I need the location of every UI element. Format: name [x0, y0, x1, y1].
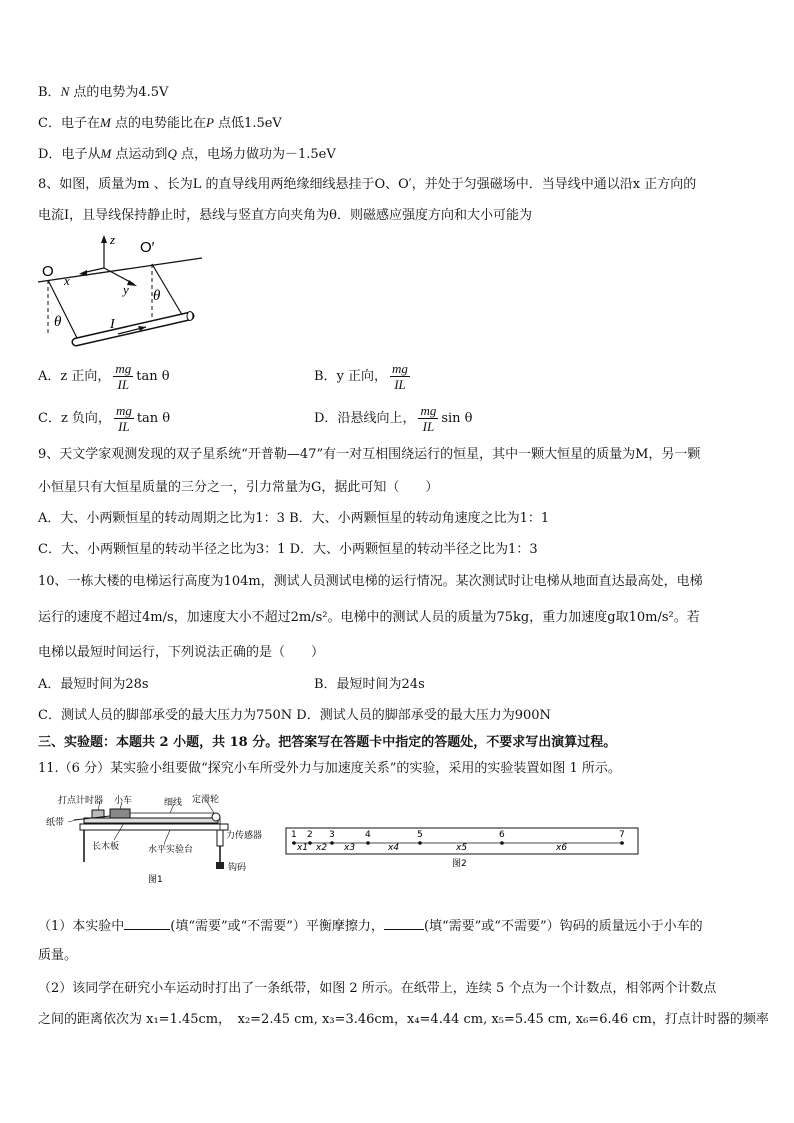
point-name: M: [99, 115, 111, 130]
option-direction: 沿悬线向上，: [337, 411, 416, 426]
fraction: [114, 403, 134, 434]
segment-label: x2: [316, 843, 328, 853]
q8-stem-line1: 8、如图，质量为m 、长为L 的直导线用两绝缘细线悬挂于O、O′，并处于匀强磁场中．当导线中通以沿x 正方向的: [38, 177, 697, 192]
count-point: [620, 841, 624, 845]
count-point: [500, 841, 504, 845]
segment-label: x3: [344, 843, 356, 853]
fraction-denominator: IL: [117, 377, 130, 392]
q9-options-cd: C．大、小两颗恒星的转动半径之比为3：1 D．大、小两颗恒星的转动半径之比为1：3: [38, 542, 538, 557]
label-theta-left: θ: [54, 314, 62, 330]
q11-part2-line1: （2）该同学在研究小车运动时打出了一条纸带，如图 2 所示。在纸带上，连续 5 个点为一个计数点，相邻两个计数点: [38, 981, 717, 996]
label-car: 小车: [114, 796, 133, 806]
label-sensor: 力传感器: [226, 831, 263, 841]
point-label: 4: [365, 830, 371, 840]
q11-stem: 11.（6 分）某实验小组要做“探究小车所受外力与加速度关系”的实验，采用的实验装置如图 1 所示。: [38, 761, 621, 776]
label-x: x: [64, 273, 70, 288]
segment-label: x1: [297, 843, 309, 853]
answer-blank-2[interactable]: [384, 917, 424, 930]
answer-blank-1[interactable]: [124, 917, 170, 930]
q10-stem-line3: 电梯以最短时间运行，下列说法正确的是（ ）: [38, 645, 325, 660]
option-text: 点低: [213, 116, 245, 131]
option-trig: tan θ: [136, 411, 171, 426]
point-label: 1: [291, 830, 297, 840]
q11-figure-1: [44, 794, 272, 890]
fraction: [390, 361, 410, 392]
count-point: [292, 841, 296, 845]
label-table: 水平实验台: [148, 845, 194, 855]
q11-part1-line2: 质量。: [38, 948, 78, 963]
q8-option-b: [314, 361, 413, 392]
option-trig: sin θ: [441, 411, 473, 426]
count-point: [366, 841, 370, 845]
section-3-heading: 三、实验题：本题共 2 小题，共 18 分。把答案写在答题卡中指定的答题处，不要求写出演算过程。: [38, 735, 617, 750]
segment-label: x6: [556, 843, 568, 853]
label-O-prime: O′: [140, 239, 155, 256]
count-point: [330, 841, 334, 845]
label-pulley: 定滑轮: [192, 795, 220, 805]
count-point: [418, 841, 422, 845]
count-point: [308, 841, 312, 845]
label-board: 长木板: [92, 842, 120, 852]
part1-text: （1）本实验中: [38, 919, 125, 934]
q10-option-b: B．最短时间为24s: [314, 677, 425, 692]
fraction: [418, 403, 438, 434]
option-text: 点，电场力做功为: [176, 147, 285, 162]
label-theta-right: θ: [153, 288, 161, 304]
option-trig: tan θ: [136, 369, 170, 384]
q9-stem-line1: 9、天文学家观测发现的双子星系统“开普勒—47”有一对互相围绕运行的恒星，其中一颗大恒星的质量为M，另一颗: [38, 447, 701, 462]
q9-stem-line2: 小恒星只有大恒星质量的三分之一，引力常量为G，据此可知（ ）: [38, 480, 439, 495]
option-direction: z 正向，: [60, 369, 111, 384]
option-text: 点的电势为: [69, 85, 139, 100]
option-label: D．: [314, 411, 338, 426]
q10-stem-line2: 运行的速度不超过4m/s，加速度大小不超过2m/s²。电梯中的测试人员的质量为75kg，重力加速度g取10m/s²。若: [38, 610, 700, 625]
q8-figure: [34, 232, 214, 356]
fraction-numerator: mg: [420, 403, 437, 418]
point-label: 7: [619, 830, 625, 840]
q10-options-cd: C．测试人员的脚部承受的最大压力为750N D．测试人员的脚部承受的最大压力为900N: [38, 708, 551, 723]
q11-part1-line1: [38, 917, 703, 935]
q11-part2-line2: 之间的距离依次为 x₁=1.45cm， x₂=2.45 cm, x₃=3.46cm，x₄=4.44 cm, x₅=5.45 cm, x₆=6.46 cm，打点计时器的频率: [38, 1012, 769, 1027]
q9-options-ab: A．大、小两颗恒星的转动周期之比为1：3 B．大、小两颗恒星的转动角速度之比为1：1: [38, 511, 550, 526]
option-label: B．: [314, 369, 337, 384]
q7-option-c: [38, 115, 282, 132]
option-label: C．: [38, 116, 61, 131]
figure-1-caption: 图1: [148, 875, 163, 885]
label-z: z: [110, 232, 116, 247]
fraction-denominator: IL: [118, 419, 130, 434]
label-O: O: [42, 263, 54, 280]
label-timer: 打点计时器: [58, 796, 104, 806]
label-weight: 钩码: [228, 863, 247, 873]
option-value: －1.5eV: [284, 147, 336, 162]
segment-label: x5: [456, 843, 468, 853]
q7-option-d: [38, 146, 336, 163]
option-label: C．: [38, 411, 61, 426]
point-name: N: [60, 84, 70, 99]
q8-option-c: [38, 403, 170, 434]
q8-option-a: [38, 361, 170, 392]
part1-text: (填“需要”或“不需要”）钩码的质量远小于小车的: [423, 919, 703, 934]
fraction-numerator: mg: [392, 361, 408, 376]
fraction-denominator: IL: [422, 419, 435, 434]
fraction-denominator: IL: [394, 377, 406, 392]
point-label: 2: [307, 830, 313, 840]
label-I: I: [110, 317, 115, 332]
option-text: 点的电势能比在: [110, 116, 206, 131]
option-label: D．: [38, 147, 62, 162]
fraction-numerator: mg: [115, 361, 132, 376]
q8-stem-line2: 电流I，且导线保持静止时，悬线与竖直方向夹角为θ．则磁感应强度方向和大小可能为: [38, 208, 532, 223]
point-label: 5: [417, 830, 423, 840]
option-text: 点运动到: [111, 147, 168, 162]
q10-option-a: A．最短时间为28s: [38, 677, 149, 692]
q10-stem-line1: 10、一栋大楼的电梯运行高度为104m，测试人员测试电梯的运行情况。某次测试时让电梯从地面直达最高处，电梯: [38, 574, 703, 589]
point-name: Q: [167, 146, 177, 161]
point-label: 3: [329, 830, 335, 840]
q8-option-d: [314, 403, 473, 434]
label-tape: 纸带: [46, 818, 65, 828]
option-value: 4.5V: [138, 85, 169, 100]
label-y: y: [123, 282, 129, 297]
option-text: 电子在: [60, 116, 100, 131]
option-direction: z 负向，: [60, 411, 111, 426]
point-label: 6: [499, 830, 505, 840]
option-direction: y 正向，: [336, 369, 388, 384]
q7-option-b: [38, 84, 168, 101]
fraction: [113, 361, 133, 392]
point-name: P: [205, 115, 214, 130]
option-label: B．: [38, 85, 61, 100]
segment-label: x4: [388, 843, 400, 853]
label-string: 细线: [164, 798, 183, 808]
point-name: M: [100, 146, 112, 161]
option-text: 电子从: [61, 147, 101, 162]
figure-2-caption: 图2: [452, 859, 467, 869]
option-value: 1.5eV: [244, 116, 282, 131]
q11-figure-2: [284, 822, 642, 872]
option-label: A．: [38, 369, 61, 384]
part1-text: (填“需要”或“不需要”）平衡摩擦力，: [170, 919, 384, 934]
fraction-numerator: mg: [115, 403, 132, 418]
